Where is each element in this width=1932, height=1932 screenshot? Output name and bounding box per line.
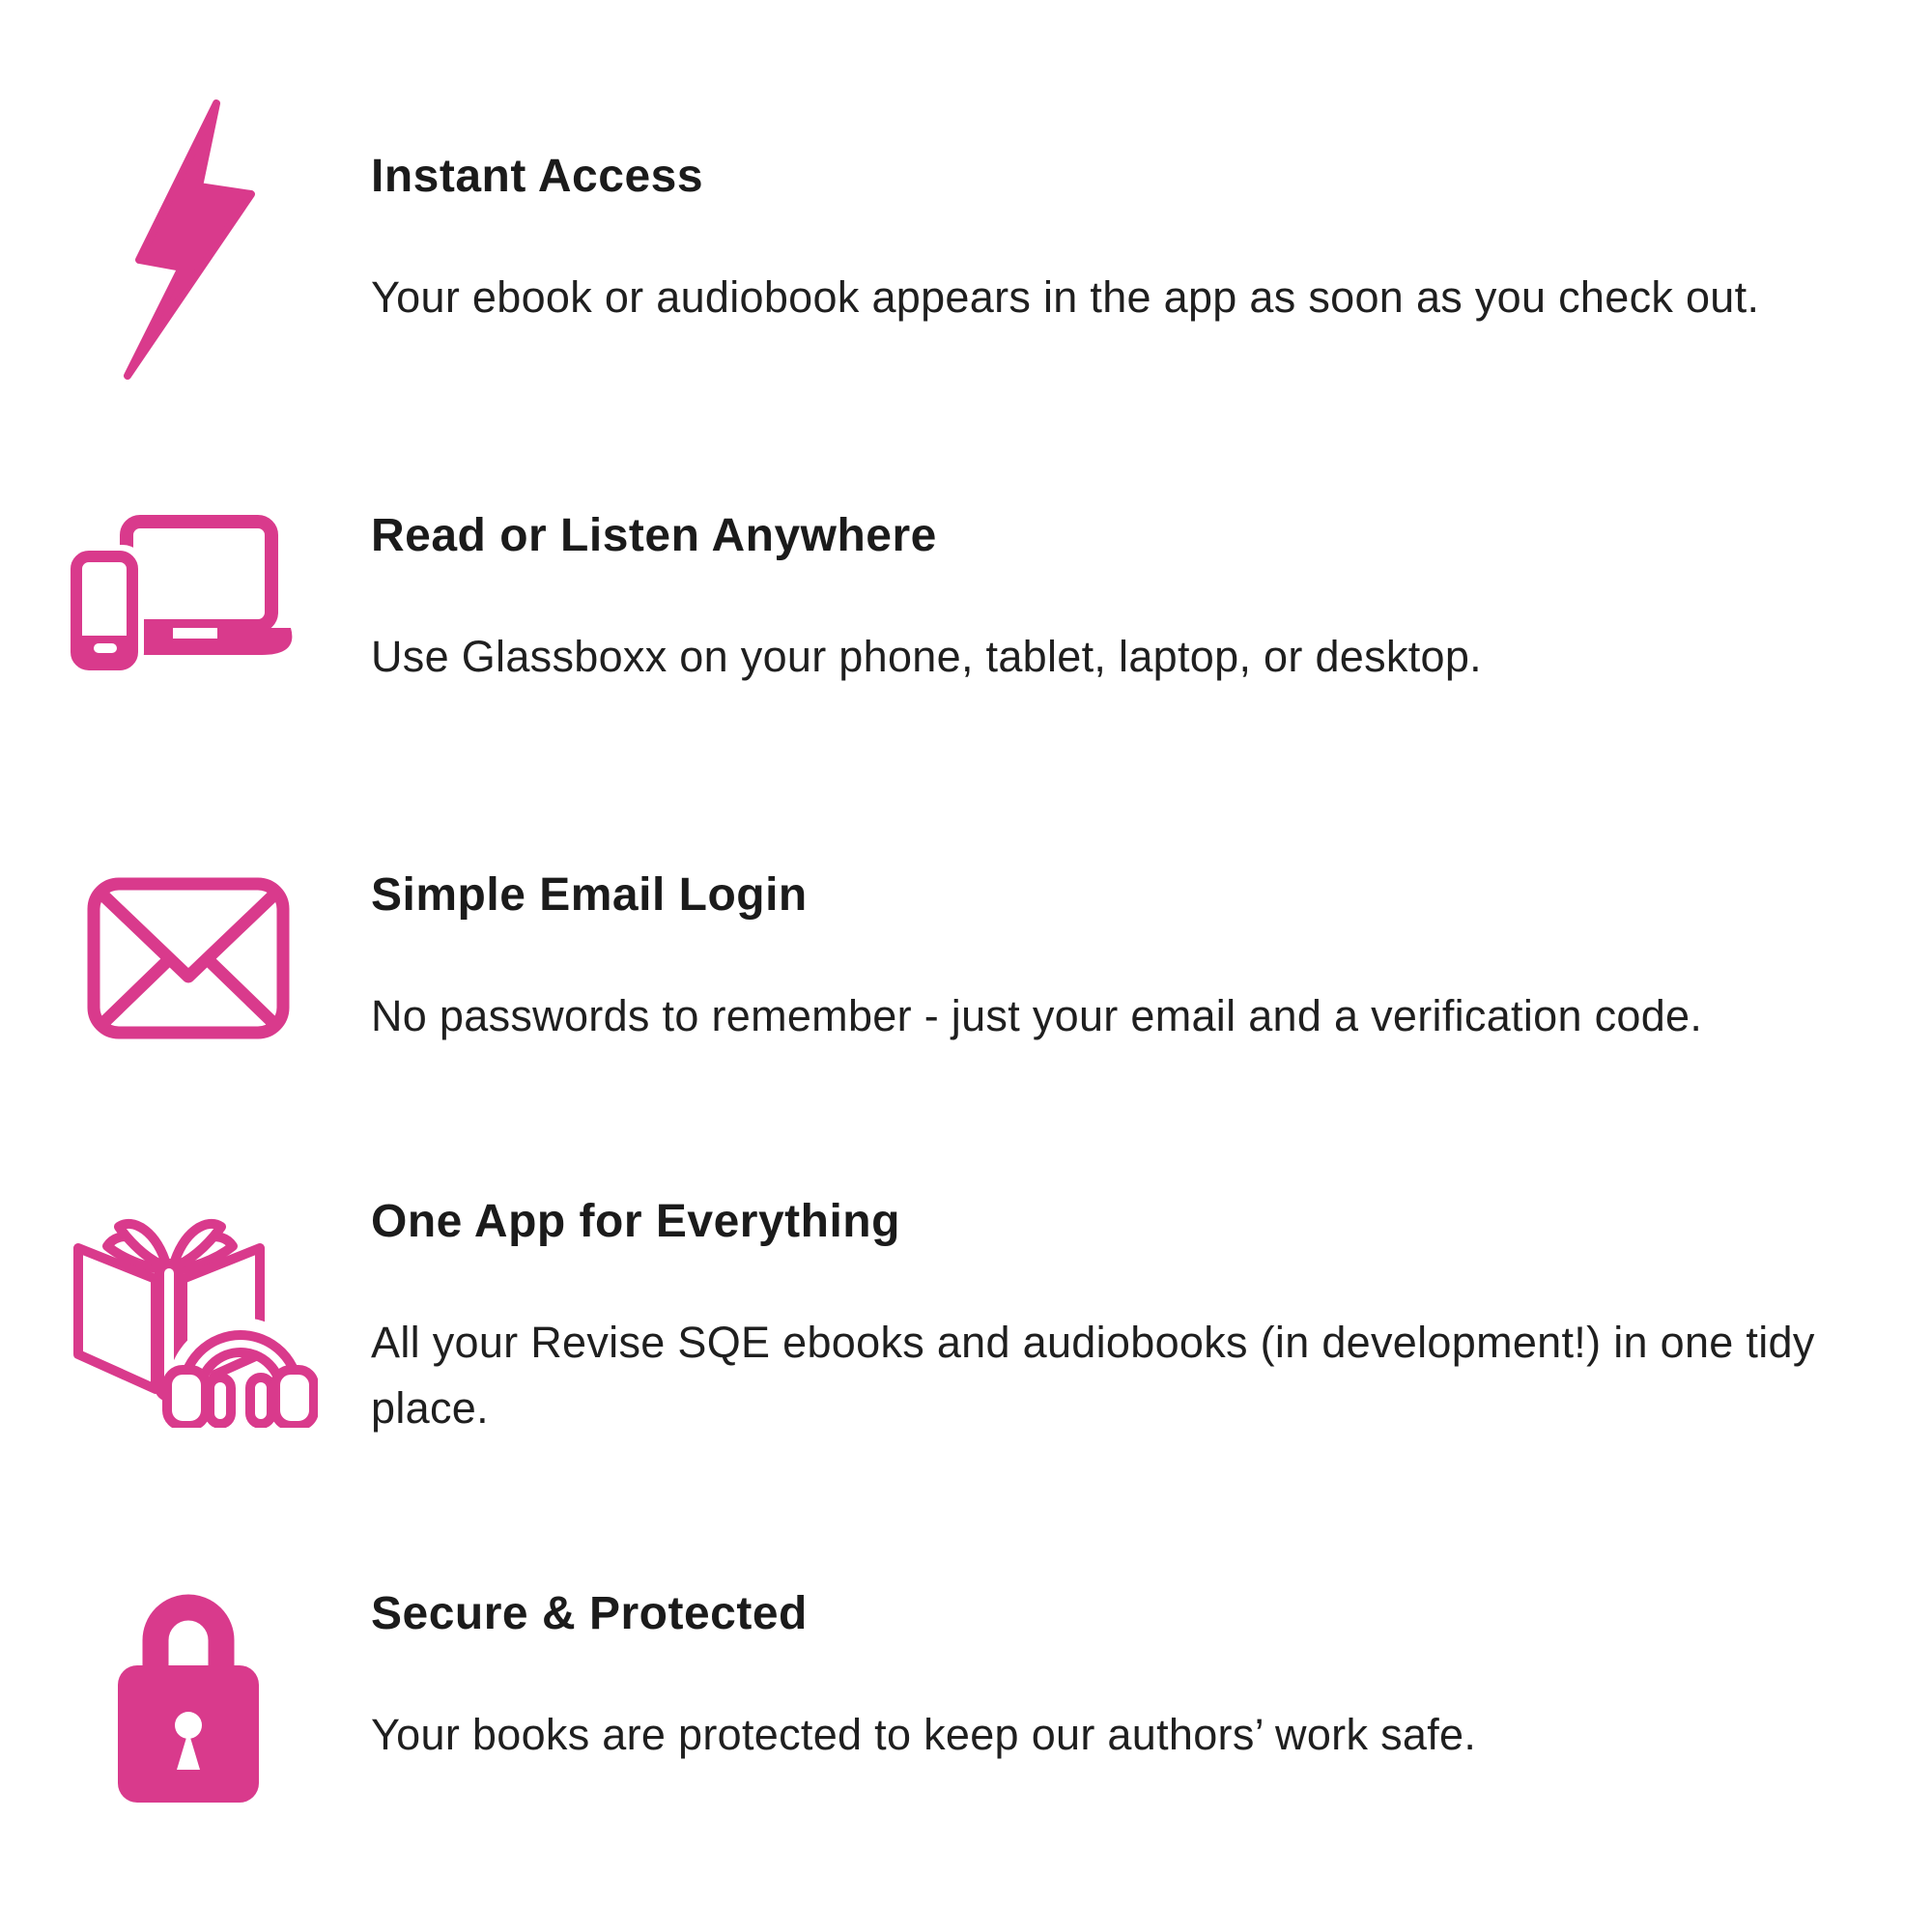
feature-title: Simple Email Login	[371, 868, 808, 921]
feature-description: Use Glassboxx on your phone, tablet, laptop, or desktop.	[371, 631, 1482, 681]
feature-row-email-login	[29, 779, 1903, 1138]
feature-row-secure	[29, 1497, 1903, 1857]
devices-icon	[29, 514, 348, 684]
feature-description: Your ebook or audiobook appears in the app as soon as you check out.	[371, 271, 1760, 322]
feature-title: One App for Everything	[371, 1196, 900, 1247]
feature-text	[371, 1587, 1903, 1768]
padlock-icon	[29, 1551, 348, 1803]
feature-text	[371, 150, 1903, 330]
lightning-icon	[29, 99, 348, 380]
feature-row-one-app	[29, 1138, 1903, 1497]
feature-text	[371, 868, 1903, 1049]
feature-row-read-listen	[29, 419, 1903, 779]
book-headphones-icon	[29, 1208, 348, 1428]
feature-description: Your books are protected to keep our authors’ work safe.	[371, 1709, 1477, 1759]
feature-text	[371, 1195, 1903, 1440]
feature-title: Read or Listen Anywhere	[371, 509, 937, 561]
feature-row-instant-access	[29, 60, 1903, 419]
feature-description: All your Revise SQE ebooks and audiobooks (in development!) in one tidy place.	[371, 1318, 1815, 1433]
feature-text	[371, 509, 1903, 690]
envelope-icon	[29, 876, 348, 1040]
feature-title: Instant Access	[371, 150, 704, 202]
feature-title: Secure & Protected	[371, 1587, 808, 1639]
feature-description: No passwords to remember - just your email and a verification code.	[371, 990, 1703, 1040]
